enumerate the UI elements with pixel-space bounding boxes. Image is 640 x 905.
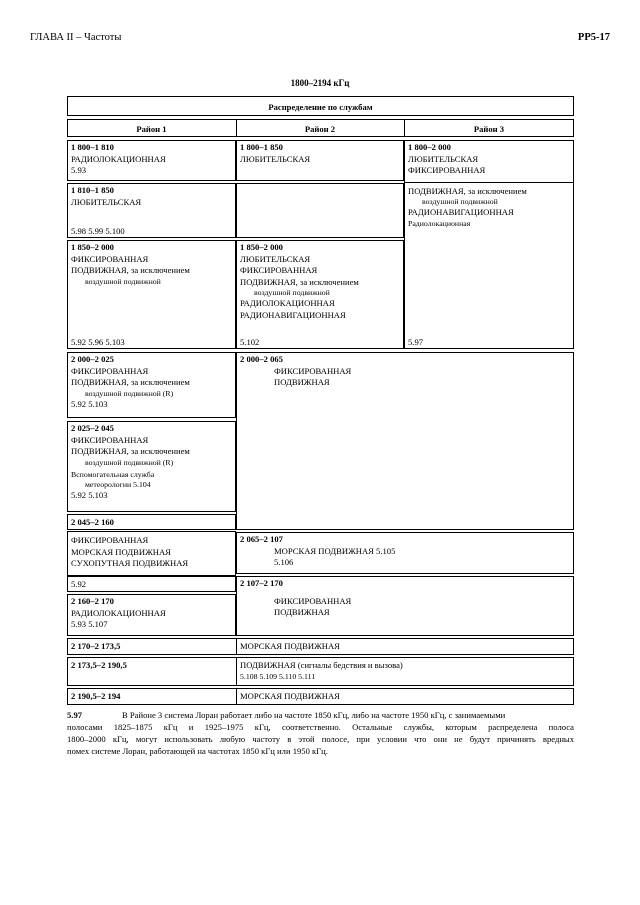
service-label: ФИКСИРОВАННАЯ: [71, 365, 149, 376]
band-label: 1 810–1 850: [71, 185, 114, 195]
service-qualifier: воздушной подвижной: [254, 288, 330, 297]
w1-band: 2 170–2 173,5: [71, 641, 121, 651]
r1f-content: [67, 533, 236, 572]
service-label: Радиолокационная: [408, 218, 471, 228]
r1g-content: [67, 594, 236, 633]
page-number: РР5-17: [577, 32, 610, 43]
r23f-content: [236, 576, 574, 621]
service-label: ФИКСИРОВАННАЯ: [240, 265, 318, 275]
footnote-number: 5.97: [67, 710, 83, 720]
service-qualifier: воздушной подвижной (R): [85, 457, 174, 467]
w3-service: МОРСКАЯ ПОДВИЖНАЯ: [240, 691, 340, 701]
r1a-content: [67, 140, 236, 179]
band-label: 2 000–2 025: [71, 354, 114, 364]
region1-header: Район 1: [136, 124, 167, 134]
service-label: ФИКСИРОВАННАЯ: [408, 165, 486, 175]
r1e-content: [67, 421, 236, 503]
r2-empty-cell: [236, 183, 404, 238]
service-qualifier: воздушной подвижной (R): [85, 388, 174, 398]
service-label: ПОДВИЖНАЯ (сигналы бедствия и вызова): [240, 660, 403, 670]
r3a-footnote: 5.97: [408, 337, 424, 347]
distribution-header-label: Распределение по службам: [268, 102, 373, 112]
w3-band: 2 190,5–2 194: [71, 691, 121, 701]
service-label: ПОДВИЖНАЯ, за исключением: [71, 446, 190, 456]
band-label: 1 800–1 850: [240, 142, 283, 152]
r2a-content: [236, 140, 404, 167]
band-label: 2 000–2 065: [240, 354, 283, 364]
region3-header: Район 3: [473, 124, 505, 134]
service-label: ЛЮБИТЕЛЬСКАЯ: [240, 153, 311, 164]
r1c-content: [67, 240, 236, 289]
service-label: ФИКСИРОВАННАЯ: [71, 253, 149, 264]
band-label: 2 025–2 045: [71, 423, 114, 433]
r23e-content: [236, 532, 574, 571]
r1d-content: [67, 352, 236, 412]
w2-band: 2 173,5–2 190,5: [71, 660, 127, 670]
band-label: 2 065–2 107: [240, 534, 283, 544]
band-label: 2 107–2 170: [240, 578, 283, 588]
r2c-footnote: 5.102: [240, 337, 260, 347]
chapter-header: ГЛАВА II – Частоты: [30, 32, 122, 43]
footnote-refs: 5.106: [274, 557, 294, 567]
footnote-line-2: полосами 1825–1875 кГц и 1925–1975 кГц, соответственно. Остальные службы, которым распределена полоса: [67, 722, 574, 732]
r1f-footnote: 5.92: [71, 579, 87, 589]
service-label: ПОДВИЖНАЯ: [274, 607, 330, 617]
service-qualifier: воздушной подвижной: [422, 197, 498, 206]
footnote-refs: 5.92 5.103: [71, 398, 108, 409]
service-label: ФИКСИРОВАННАЯ: [274, 595, 352, 606]
footnote-line-3: 1800–2000 кГц, могут использовать любую частоту в этой полосе, при условии что они не будут причинять вредных: [67, 734, 574, 744]
band-label: 1 850–2 000: [240, 242, 283, 252]
page-title: 1800–2194 кГц: [290, 78, 350, 88]
region2-header: Район 2: [304, 124, 336, 134]
r1c-footnote: 5.92 5.96 5.103: [71, 337, 125, 347]
band-label: 1 800–2 000: [408, 142, 451, 152]
service-label: МОРСКАЯ ПОДВИЖНАЯ 5.105: [274, 545, 396, 556]
footnote-refs: 5.93: [71, 165, 87, 175]
service-label: ПОДВИЖНАЯ, за исключением: [240, 276, 359, 287]
service-label: ФИКСИРОВАННАЯ: [71, 535, 149, 545]
service-label: РАДИОЛОКАЦИОННАЯ: [71, 153, 166, 164]
band-label: 1 850–2 000: [71, 242, 114, 252]
r1b-content: [67, 183, 236, 210]
footnote-line-4: помех системе Лоран, работающей на частотах 1850 кГц или 1950 кГц.: [67, 746, 328, 756]
distribution-header: [67, 96, 574, 116]
service-qualifier: метеорологии 5.104: [85, 479, 151, 489]
r3a-content-cont: [404, 184, 574, 231]
w1-service: МОРСКАЯ ПОДВИЖНАЯ: [240, 641, 340, 651]
band-label: 1 800–1 810: [71, 142, 114, 152]
footnote-refs: 5.108 5.109 5.110 5.111: [240, 671, 316, 681]
service-label: ЛЮБИТЕЛЬСКАЯ: [240, 253, 311, 264]
r1b-footnote: 5.98 5.99 5.100: [71, 226, 125, 236]
r23d-content: [236, 352, 574, 391]
service-label: МОРСКАЯ ПОДВИЖНАЯ: [71, 546, 171, 557]
footnote-line-1: В Районе 3 система Лоран работает либо на частоте 1850 кГц, либо на частоте 1950 кГц, с занимаемыми: [122, 710, 506, 720]
service-label: РАДИОЛОКАЦИОННАЯ: [240, 298, 335, 308]
service-label: ЛЮБИТЕЛЬСКАЯ: [408, 153, 479, 164]
r1f-band: 2 045–2 160: [71, 517, 114, 527]
footnote-refs: 5.92 5.103: [71, 489, 108, 500]
service-label: РАДИОНАВИГАЦИОННАЯ: [240, 309, 346, 320]
service-label: ПОДВИЖНАЯ, за исключением: [408, 186, 527, 196]
service-qualifier: воздушной подвижной: [85, 276, 161, 286]
service-label: ЛЮБИТЕЛЬСКАЯ: [71, 196, 142, 207]
service-label: ПОДВИЖНАЯ, за исключением: [71, 377, 190, 387]
service-label: РАДИОНАВИГАЦИОННАЯ: [408, 207, 514, 217]
service-label: СУХОПУТНАЯ ПОДВИЖНАЯ: [71, 558, 189, 568]
r2c-content: [236, 240, 404, 323]
footnote-refs: 5.93 5.107: [71, 619, 108, 629]
service-label: ПОДВИЖНАЯ, за исключением: [71, 265, 190, 275]
service-label: Вспомогательная служба: [71, 469, 155, 479]
service-label: ФИКСИРОВАННАЯ: [274, 365, 352, 376]
service-label: ПОДВИЖНАЯ: [274, 377, 330, 387]
service-label: ФИКСИРОВАННАЯ: [71, 434, 149, 445]
service-label: РАДИОЛОКАЦИОННАЯ: [71, 607, 166, 618]
band-label: 2 160–2 170: [71, 596, 114, 606]
r3a-content: [404, 140, 574, 179]
w2-content: [236, 658, 574, 684]
